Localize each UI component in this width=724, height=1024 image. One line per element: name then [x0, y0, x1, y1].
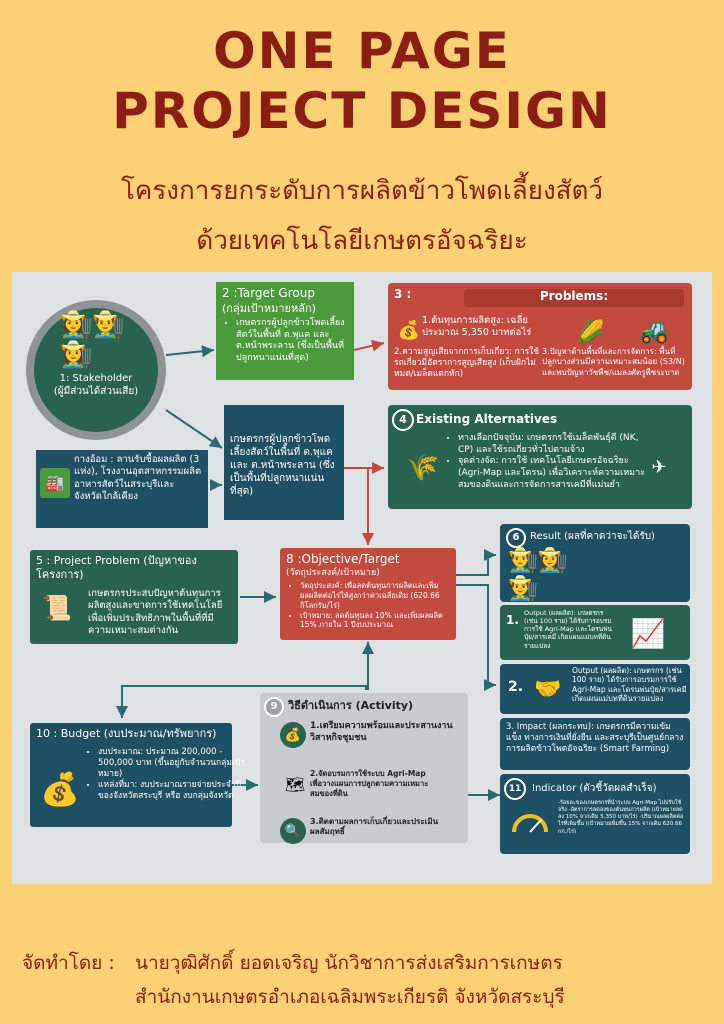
problems-title: Problems:: [539, 289, 609, 303]
activity-step-2: 2.จัดอบรมการใช้ระบบ Agri-Map เพื่อวางแผนการปลูกตามความเหมาะสมของที่ดิน: [310, 769, 429, 798]
problem-1: 1.ต้นทุนการผลิตสูง: เฉลี่ยประมาณ 5,350 บาทต่อไร่: [422, 315, 532, 339]
indicator-number: 11: [508, 784, 522, 794]
target-group-subtitle: (กลุ่มเป้าหมายหลัก): [222, 301, 316, 315]
arrow-stakeholder-target2: [166, 410, 222, 448]
project-problem-text: เกษตรกรประสบปัญหาต้นทุนการผลิตสูงและขาดการใช้เทคโนโลยีเพื่อเพิ่มประสิทธิภาพในพื้นที่ที่มีความเหมาะสมต่างกัน: [88, 588, 223, 637]
activity-number-badge: [264, 697, 284, 717]
output-2-text: Output (ผลผลิต): เกษตรกร (เช่น 100 ราย) ได้รับการอบรมการใช้ Agri-Map และโดรนพ่นปุ๋ย/สารเคมี เกิดแผนแม่บทที่ดินรายแปลง: [572, 666, 687, 704]
money-bag-budget-icon: 💰: [40, 770, 80, 808]
gauge-svg: [511, 808, 549, 834]
problems-number: 3 :: [394, 287, 412, 301]
farmers-result-icon: 👨‍🌾👩‍🌾👨‍🌾: [508, 546, 568, 602]
arrow-objective-result: [456, 555, 496, 575]
output-1-text: Output (ผลผลิต): เกษตรกร (เช่น 100 ราย) ได้รับการอบรมการใช้ Agri-Map และโดรนพ่นปุ๋ย/สารเคมี เกิดแผนแม่บทที่ดินรายแปลง: [524, 609, 612, 650]
gauge-icon: [510, 806, 550, 836]
stakeholder-label: [40, 372, 152, 398]
title-line-2: PROJECT DESIGN: [112, 82, 612, 140]
map-icon: 🗺: [284, 774, 306, 794]
output-1-number: 1.: [506, 613, 519, 627]
activity-title: วิธีดำเนินการ (Activity): [288, 699, 414, 712]
target-group-detail-box: [224, 405, 344, 520]
document-icon: 📜: [42, 594, 72, 622]
budget-1: • งบประมาณ: ประมาณ 200,000 - 500,000 บาท (ขึ้นอยู่กับจำนวนกลุ่มเป้าหมาย): [98, 747, 246, 780]
activity-step-3: 3.ติดตามผลการเก็บเกี่ยวและประเมินผลสัมฤทธิ์: [310, 817, 439, 837]
target-group-title: 2 :Target Group: [222, 286, 315, 300]
indicator-title: Indicator (ตัวชี้วัดผลสำเร็จ): [532, 783, 657, 794]
target-group-detail-text: เกษตรกรผู้ปลูกข้าวโพดเลี้ยงสัตว์ในพื้นที่ ต.พุแค และ ต.หน้าพระลาน (ซึ่งเป็นพื้นที่ปลูกหนาแน่นที่สุด): [230, 434, 335, 497]
alternative-2: • จุดต่างจัด: การใช้ เทคโนโลยีเกษตรอัจฉริยะ (Agri-Map และโดรน) เพื่อวิเคราะห์ความเหมาะสมของดินและการจัดการสารเคมีที่แม่นยำ: [458, 456, 648, 491]
output-2-number: 2.: [508, 679, 524, 695]
activity-step-1: 1.เตรียมความพร้อมและประสานงานวิสาหกิจชุมชน: [310, 721, 453, 743]
arrow-stakeholder-target: [166, 350, 214, 355]
target-group-bullet: • เกษตรกรผู้ปลูกข้าวโพดเลี้ยงสัตว์ในพื้นที่ ต.พุแค และ ต.หน้าพระลาน (ซึ่งเป็นพื้นที่ปลูกหนาแน่นที่สุด): [236, 318, 348, 365]
money-bag-icon: 💰: [397, 319, 421, 341]
farmers-icon: 👩‍🌾👨‍🌾👩‍🌾: [60, 310, 125, 370]
footer-label: จัดทำโดย :: [22, 952, 115, 974]
magnifier-icon: 🔍: [280, 818, 306, 844]
impact-box: [500, 718, 690, 770]
footer-author: นายวุฒิศักดิ์ ยอดเจริญ นักวิชาการส่งเสริมการเกษตร: [135, 952, 563, 974]
subtitle-line-2: ด้วยเทคโนโลยีเกษตรอัจฉริยะ: [196, 226, 528, 256]
target-group-box: [216, 282, 354, 380]
arrow-objective-outputs: [456, 585, 496, 685]
arrow-target-problems: [354, 343, 384, 350]
alternative-1: • ทางเลือกปัจจุบัน: เกษตรกรใช้เมล็ดพันธุ์ดี (NK, CP) และใช้รถเกี่ยวทั่วไปตามจ้าง: [458, 433, 648, 456]
objective-title: 8 :Objective/Target: [286, 552, 400, 566]
tractor-icon: 🚜: [639, 317, 669, 345]
stakeholder-subtitle: (ผู้มีส่วนได้ส่วนเสีย): [53, 386, 139, 397]
output-2-box: [500, 664, 690, 714]
problem-3: 3.ปัญหาด้านพื้นที่และการจัดการ: พื้นที่ปลูกบางส่วนมีความเหมาะสมน้อย (S3/N) และพบปัญหาวัชพืช/แมลงศัตรูพืชระบาด: [542, 347, 685, 377]
budget-title: 10 : Budget (งบประมาณ/ทรัพยากร): [36, 727, 217, 740]
objective-1: • วัตถุประสงค์: เพื่อลดต้นทุนการผลิตและเพิ่มผลผลิตต่อไร่ให้สูงกว่าค่าเฉลี่ยเดิม (620.66 กิโลกรัม/ไร่): [300, 581, 450, 610]
activity-number: 9: [270, 701, 278, 712]
alternatives-title: Existing Alternatives: [416, 412, 558, 426]
title-line-1: ONE PAGE: [213, 22, 511, 80]
alternatives-number: 4: [399, 413, 407, 426]
alternatives-number-badge: [392, 409, 414, 431]
corn-icon: 🌽: [577, 319, 605, 345]
project-problem-title: 5 : Project Problem (ปัญหาของโครงการ): [36, 554, 197, 582]
impact-text: 3. Impact (ผลกระทบ): เกษตรกรมีความเข้มแข็ง ทางการเงินที่ยั่งยืน และสระบุรีเป็นศูนย์กลางการผลิตข้าวโพดอัจฉริยะ (Smart Farming): [506, 722, 684, 755]
footer-office: สำนักงานเกษตรอำเภอเฉลิมพระเกียรติ จังหวัดสระบุรี: [135, 986, 565, 1008]
indicator-number-badge: [504, 778, 526, 800]
budget-2: • แหล่งที่มา: งบประมาณรายจ่ายประจำปีของจังหวัดสระบุรี หรือ งบกลุ่มจังหวัด: [98, 780, 246, 802]
objective-2: • เป้าหมาย: ลดต้นทุนลง 10% และเพิ่มผลผลิต 15% ภายใน 1 ปีงบประมาณ: [300, 611, 450, 631]
objective-subtitle: (วัตถุประสงค์/เป้าหมาย): [286, 567, 380, 578]
result-title: Result (ผลที่คาดว่าจะได้รับ): [530, 531, 655, 542]
objective-box: [280, 548, 456, 640]
drone-icon: ✈: [651, 456, 667, 478]
problem-2: 2.ความสูญเสียจากการเก็บเกี่ยว: การใช้รถเกี่ยวมีอัตราการสูญเสียสูง (เก็บฝักไม่หมด/เมล็ดแตกหัก): [394, 347, 540, 380]
downstream-text: กางอ้อม : ลานรับซื้อผลผลิต (3 แห่ง), โรงงานอุตสาหกรรมผลิตอาหารสัตว์ในสระบุรีและจังหวัดใกล้เคียง: [74, 454, 202, 503]
indicator-text: -ร้อยละของเกษตรกรที่นำระบบ Agri-Map ไปปรับใช้จริง -อัตราการลดลงของต้นทุนการผลิต (เป้าหมายลดลง 10% จากเดิม 5,350 บาท/ไร่) -ปริมาณผลผลิตต่อไร่ที่เพิ่มขึ้น (เป้าหมายเพิ่มขึ้น 15% จากเดิม 620.66 กก./ไร่): [558, 800, 684, 835]
coins-icon: 💰: [280, 722, 306, 748]
stakeholder-title: 1: Stakeholder: [59, 373, 133, 384]
result-number: 6: [512, 532, 520, 543]
growth-chart-icon: 📈: [630, 616, 666, 650]
seed-bag-icon: 🌾: [406, 453, 440, 483]
handshake-icon: 🤝: [534, 676, 562, 702]
problems-title-bar: [464, 289, 684, 307]
subtitle-line-1: โครงการยกระดับการผลิตข้าวโพดเลี้ยงสัตว์: [120, 176, 604, 206]
result-number-badge: [506, 528, 526, 548]
factory-icon: 🏭: [40, 468, 70, 498]
